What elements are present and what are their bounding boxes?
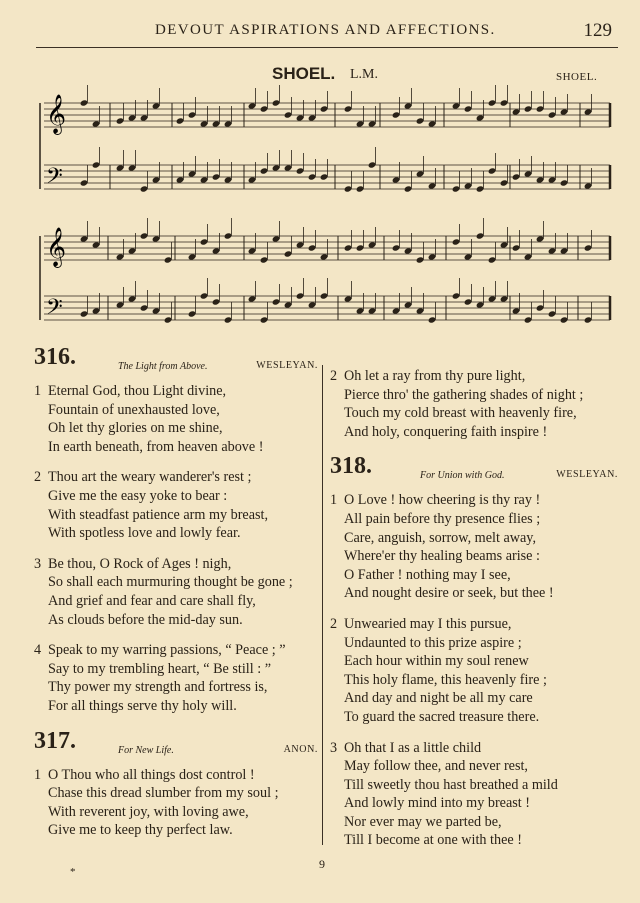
hymn-title: For New Life. [118,744,174,756]
verse-number: 3 [330,739,338,756]
bass-clef-icon: 𝄢 [46,295,63,325]
verse-line: Unwearied may I this pursue, [344,615,512,632]
stanza [330,739,618,851]
note-head [164,316,173,323]
note-head [308,173,317,180]
note-head [152,176,161,183]
note-head [560,316,569,323]
note-head [188,253,197,260]
note-head [260,105,269,112]
note-head [344,105,353,112]
note-head [488,256,497,263]
note-head [296,167,305,174]
note-head [512,173,521,180]
note-head [512,307,521,314]
note-head [584,244,593,251]
hymn-number: 317. [34,727,76,754]
note-head [500,295,509,302]
note-head [428,253,437,260]
note-head [464,298,473,305]
note-head [296,114,305,121]
note-head [140,232,149,239]
verse-number: 4 [34,642,42,659]
note-head [368,120,377,127]
verse-line: Give me to keep thy perfect law. [48,822,233,839]
note-head [128,114,137,121]
note-head [140,185,149,192]
note-head [404,102,413,109]
note-head [296,292,305,299]
note-head [524,253,533,260]
note-head [512,244,521,251]
verse-line: May follow thee, and never rest, [344,758,528,775]
verse-line: O Thou who all things dost control ! [48,766,255,783]
note-head [80,179,89,186]
verse-line: With spotless love and lowly fear. [48,525,241,542]
note-head [452,185,461,192]
verse-number: 1 [330,492,338,509]
hymn-heading [330,453,618,491]
note-head [128,295,137,302]
note-head [128,164,137,171]
note-head [188,111,197,118]
note-head [452,102,461,109]
page-number: 129 [583,20,612,41]
note-head [200,120,209,127]
note-head [320,253,329,260]
verse-line: As clouds before the mid-day sun. [48,611,243,628]
verse-line: Nor ever may we parted be, [344,813,502,830]
verse-line: Care, anguish, sorrow, melt away, [344,529,537,546]
verse-line: So shall each murmuring thought be gone ; [48,574,293,591]
note-head [248,102,257,109]
note-head [260,167,269,174]
note-head [116,117,125,124]
note-head [428,316,437,323]
note-head [248,247,257,254]
verse-line: Where'er thy healing beams arise : [344,548,540,565]
note-head [584,316,593,323]
right-column [330,367,618,862]
note-head [176,117,185,124]
stanza [34,641,318,715]
verse-line: All pain before thy presence flies ; [344,510,541,527]
verse-line: And lowly mind into my breast ! [344,795,530,812]
hymn-author: WESLEYAN. [256,360,318,371]
note-head [224,316,233,323]
note-head [344,244,353,251]
hymn-author: WESLEYAN. [556,469,618,481]
note-head [320,105,329,112]
note-head [488,167,497,174]
note-head [368,241,377,248]
note-head [176,176,185,183]
note-head [548,310,557,317]
note-head [464,253,473,260]
verse-number: 2 [34,469,42,486]
note-head [212,173,221,180]
verse-number: 1 [34,766,42,783]
treble-clef-icon: 𝄞 [46,227,67,267]
hymn [34,344,318,716]
note-head [356,244,365,251]
note-head [200,238,209,245]
verse-line: Each hour within my soul renew [344,653,529,670]
running-title: DEVOUT ASPIRATIONS AND AFFECTIONS. [155,22,496,38]
note-head [404,301,413,308]
note-head [212,247,221,254]
verse-line: O Love ! how cheering is thy ray ! [344,492,541,509]
verse-line: And nought desire or seek, but thee ! [344,585,554,602]
note-head [284,111,293,118]
note-head [92,307,101,314]
note-head [272,99,281,106]
stanza [330,615,618,727]
note-head [152,235,161,242]
verse-line: Thy power my strength and fortress is, [48,679,268,696]
note-head [152,102,161,109]
note-head [536,105,545,112]
note-head [188,310,197,317]
note-head [188,170,197,177]
verse-line: With steadfast patience arm my breast, [48,506,269,523]
verse-line: Till sweetly thou hast breathed a mild [344,776,558,793]
note-head [116,253,125,260]
verse-line: Fountain of unexhausted love, [48,401,220,418]
stanza [34,382,318,456]
note-head [224,232,233,239]
note-head [548,111,557,118]
verse-number: 3 [34,555,42,572]
note-head [476,232,485,239]
note-head [356,307,365,314]
note-head [416,256,425,263]
note-head [368,161,377,168]
note-head [200,176,209,183]
signature-mark: 9 [319,857,325,871]
note-head [548,176,557,183]
note-head [584,108,593,115]
hymn [34,727,318,840]
note-head [248,295,257,302]
note-head [476,301,485,308]
verse-line: And grief and fear and care shall fly, [48,592,256,609]
verse-line: Pierce thro' the gathering shades of night ; [344,386,584,403]
verse-line: Touch my cold breast with heavenly fire, [344,405,577,422]
verse-line: Speak to my warring passions, “ Peace ; ” [48,642,286,659]
stanza [330,367,618,441]
column-divider [322,365,323,845]
note-head [92,241,101,248]
stanza [34,766,318,840]
left-column [34,344,318,852]
verse-line: For all things serve thy holy will. [48,697,237,714]
note-head [428,182,437,189]
hymn-title: The Light from Above. [118,361,208,372]
verse-line: With reverent joy, with loving awe, [48,803,249,820]
note-head [344,185,353,192]
note-head [248,176,257,183]
note-head [488,295,497,302]
tune-name: SHOEL. [272,64,336,83]
note-head [500,179,509,186]
note-head [152,307,161,314]
note-head [200,292,209,299]
stanza [34,555,318,629]
note-head [416,117,425,124]
note-head [452,292,461,299]
verse-line: Oh that I as a little child [344,739,482,756]
stanza [330,491,618,603]
verse-line: Till I become at one with thee ! [344,832,522,849]
note-head [392,111,401,118]
note-head [356,120,365,127]
note-head [272,164,281,171]
note-head [260,256,269,263]
note-head [356,185,365,192]
verse-line: Eternal God, thou Light divine, [48,383,227,399]
note-head [584,182,593,189]
hymn-author: ANON. [283,743,318,755]
note-head [524,105,533,112]
note-head [524,316,533,323]
verse-line: And holy, conquering faith inspire ! [344,423,548,440]
note-head [476,114,485,121]
note-head [308,301,317,308]
note-head [272,298,281,305]
note-head [116,164,125,171]
verse-number: 1 [34,383,42,399]
note-head [416,170,425,177]
note-head [560,247,569,254]
verse-line: And day and night be all my care [344,690,533,707]
note-head [140,304,149,311]
note-head [476,185,485,192]
note-head [392,307,401,314]
note-head [548,247,557,254]
note-head [224,176,233,183]
verse-number: 2 [330,368,338,384]
stanza [34,468,318,542]
note-head [428,120,437,127]
note-head [464,105,473,112]
verse-line: O Father ! nothing may I see, [344,566,511,583]
note-head [464,182,473,189]
verse-number: 2 [330,615,338,632]
hymn-title: For Union with God. [420,470,505,482]
note-head [452,238,461,245]
note-head [80,99,89,106]
note-head [500,241,509,248]
verse-line: Thou art the weary wanderer's rest ; [48,469,252,486]
note-head [344,295,353,302]
verse-line: Oh let thy glories on me shine, [48,420,223,437]
note-head [308,244,317,251]
verse-line: Say to my trembling heart, “ Be still : ” [48,660,272,677]
verse-line: To guard the sacred treasure there. [344,708,540,725]
note-head [536,304,545,311]
tune-composer: SHOEL. [556,71,598,83]
note-head [416,307,425,314]
note-head [560,179,569,186]
note-head [212,120,221,127]
note-head [284,164,293,171]
treble-clef-icon: 𝄞 [46,94,67,134]
note-head [224,120,233,127]
verse-line: Give me the easy yoke to bear : [48,487,228,504]
hymn [330,453,618,850]
hymn-number: 316. [34,344,76,370]
note-head [260,316,269,323]
note-head [488,99,497,106]
note-head [140,114,149,121]
hymn-number: 318. [330,453,372,480]
note-head [308,114,317,121]
note-head [560,108,569,115]
tune-meter: L.M. [350,67,378,82]
note-head [392,244,401,251]
note-head [536,176,545,183]
hymn-heading [34,344,318,382]
footer-mark: * [70,866,76,878]
hymn [330,367,618,441]
note-head [404,247,413,254]
note-head [296,241,305,248]
note-head [116,301,125,308]
note-head [404,185,413,192]
note-head [128,247,137,254]
note-head [212,298,221,305]
verse-line: Chase this dread slumber from my soul ; [48,785,279,802]
music-score [0,0,640,350]
note-head [500,99,509,106]
note-head [512,108,521,115]
bass-clef-icon: 𝄢 [46,164,63,194]
note-head [80,235,89,242]
note-head [320,292,329,299]
verse-line: In earth beneath, from heaven above ! [48,438,264,455]
verse-line: This holy flame, this heavenly fire ; [344,671,547,688]
hymn-heading [34,727,318,766]
note-head [524,170,533,177]
verse-line: Be thou, O Rock of Ages ! nigh, [48,555,232,572]
note-head [272,235,281,242]
note-head [80,310,89,317]
verse-line: Oh let a ray from thy pure light, [344,368,526,384]
note-head [92,161,101,168]
note-head [320,173,329,180]
note-head [536,235,545,242]
note-head [284,250,293,257]
verse-line: Undaunted to this prize aspire ; [344,634,522,651]
note-head [284,301,293,308]
note-head [164,256,173,263]
note-head [392,176,401,183]
note-head [368,307,377,314]
note-head [92,120,101,127]
